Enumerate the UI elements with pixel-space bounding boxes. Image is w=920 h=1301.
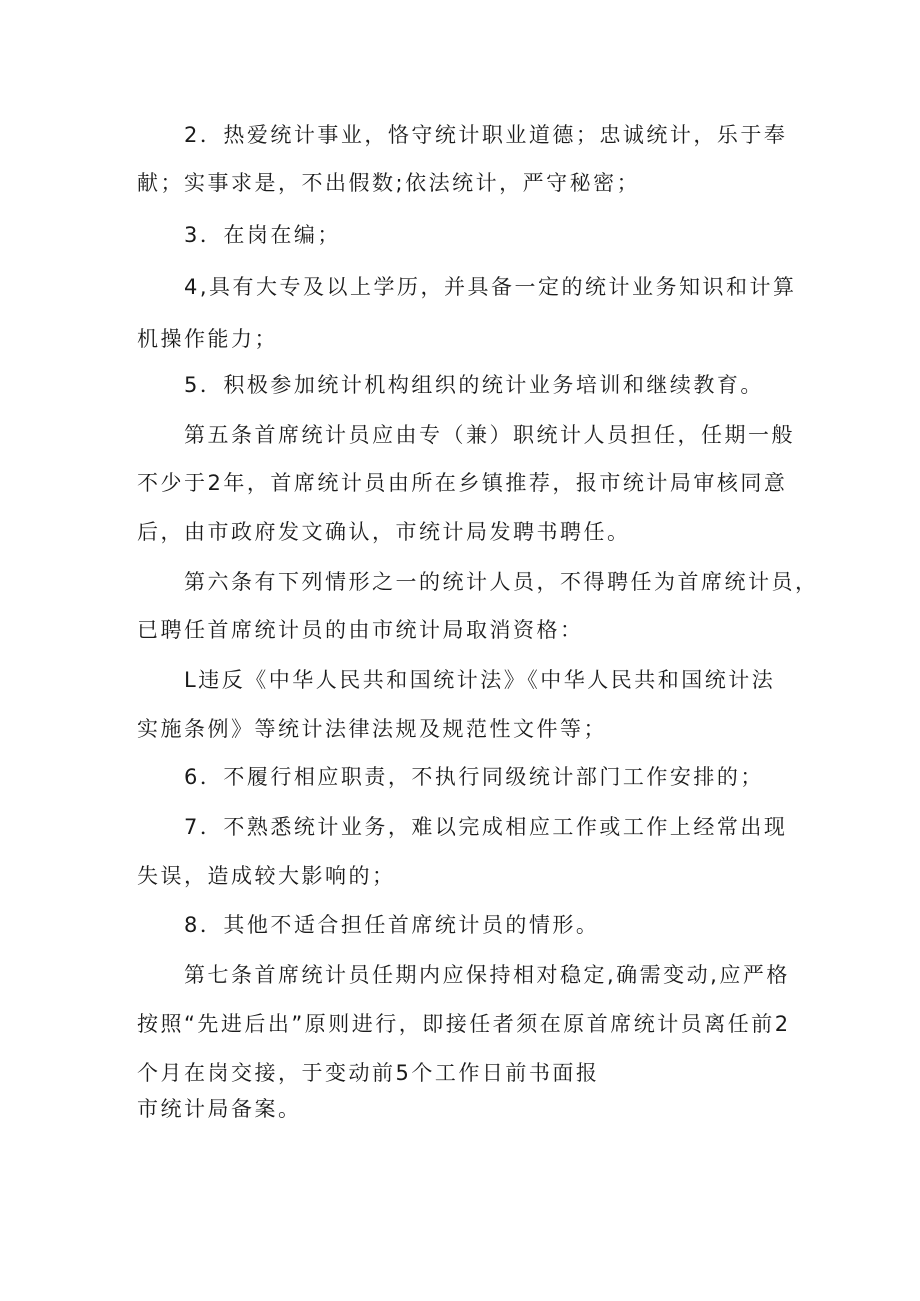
text-line: 3．在岗在编； [184, 223, 341, 247]
text-line: 4,具有大专及以上学历，并具备一定的统计业务知识和计算 [184, 275, 797, 299]
text-line: 市统计局备案。 [137, 1097, 302, 1121]
text-line: 2．热爱统计事业，恪守统计职业道德；忠诚统计，乐于奉 [184, 123, 788, 147]
text-line: 5．积极参加统计机构组织的统计业务培训和继续教育。 [184, 373, 764, 397]
text-line: 个月在岗交接，于变动前5个工作日前书面报 [137, 1061, 600, 1085]
text-line: 第五条首席统计员应由专（兼）职统计人员担任，任期一般 [184, 423, 795, 447]
text-line: 机操作能力； [137, 327, 278, 351]
text-line: 第六条有下列情形之一的统计人员，不得聘任为首席统计员， [184, 570, 819, 594]
text-line: 实施条例》等统计法律法规及规范性文件等； [137, 717, 607, 741]
text-line: 7．不熟悉统计业务，难以完成相应工作或工作上经常出现 [184, 815, 788, 839]
text-line: 第七条首席统计员任期内应保持相对稳定,确需变动,应严格 [184, 963, 790, 987]
text-line: 6．不履行相应职责，不执行同级统计部门工作安排的； [184, 765, 764, 789]
text-line: L违反《中华人民共和国统计法》《中华人民共和国统计法 [184, 668, 776, 692]
text-line: 8．其他不适合担任首席统计员的情形。 [184, 913, 600, 937]
text-line: 后，由市政府发文确认，市统计局发聘书聘任。 [137, 520, 631, 544]
text-line: 失误，造成较大影响的； [137, 864, 396, 888]
text-line: 按照“先进后出”原则进行，即接任者须在原首席统计员离任前2 [137, 1012, 791, 1036]
text-line: 不少于2年，首席统计员由所在乡镇推荐，报市统计局审核同意 [137, 471, 788, 495]
text-line: 献；实事求是，不出假数;依法统计，严守秘密； [137, 171, 641, 195]
text-line: 已聘任首席统计员的由市统计局取消资格： [137, 618, 584, 642]
